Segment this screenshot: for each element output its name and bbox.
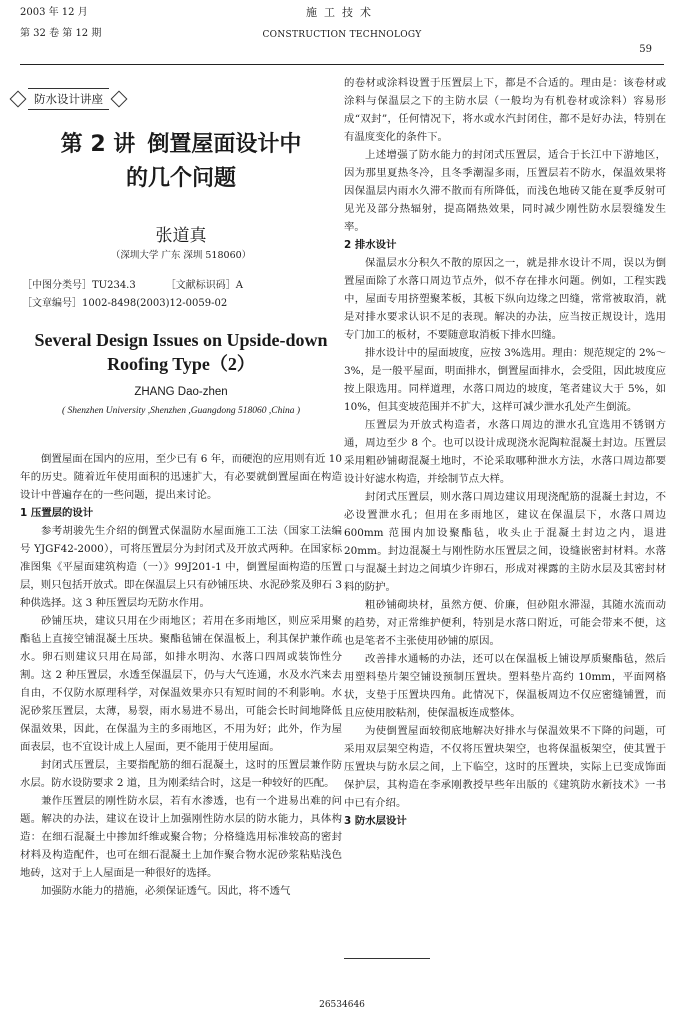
footer-code: 26534646 bbox=[319, 1000, 365, 1010]
section-heading: 1 压置层的设计 bbox=[20, 507, 94, 519]
paragraph: 的卷材或涂料设置于压置层上下，都是不合适的。理由是：该卷材或涂料与保温层之下的主防水层（一般均为有机卷材或涂料）容易形成“双封”，任何情况下，将水或水汽封闭住，都不是好办法，特别在有温度变化的条件下。 bbox=[344, 77, 666, 143]
paragraph: 倒置屋面在国内的应用，至少已有 6 年，而硬泡的应用则有近 10 年的历史。随着近年使用面积的迅速扩大，有必要就倒置屋面在构造设计中普遍存在的一些问题，提出来讨论。 bbox=[20, 453, 342, 501]
paragraph: 兼作压置层的刚性防水层，若有水渗透，也有一个进易出难的问题。解决的办法，建议在设计上加强刚性防水层的防水能力，具体构造：在细石混凝土中掺加纤维或聚合物；分格缝选用标准较高的密封材料及构造配件，也可在细石混凝土上加作聚合物水泥砂浆粘贴浅色地砖，这对于上人屋面是一种很好的选择。 bbox=[20, 795, 342, 879]
header-rule bbox=[20, 64, 664, 65]
paragraph: 加强防水能力的措施，必须保证透气。因此，将不透气 bbox=[41, 885, 291, 897]
affiliation-en: ( Shenzhen University ,Shenzhen ,Guangdong 518060 ,China ) bbox=[62, 406, 300, 416]
title-line-1: 倒置屋面设计中 bbox=[147, 132, 302, 157]
title-en-line-1: Several Design Issues on Upside-down bbox=[34, 330, 328, 350]
journal-title-en: CONSTRUCTION TECHNOLOGY bbox=[262, 30, 422, 40]
header-journal bbox=[0, 6, 684, 42]
article-title-en bbox=[20, 328, 342, 376]
lecture-number: 第 2 讲 bbox=[60, 132, 136, 157]
diamond-right-icon bbox=[111, 91, 128, 108]
doc-code: ［文献标识码］A bbox=[165, 280, 243, 291]
column-badge bbox=[8, 88, 129, 110]
clc-number: ［中图分类号］TU234.3 bbox=[22, 280, 136, 291]
right-column bbox=[344, 74, 666, 830]
section-heading: 2 排水设计 bbox=[344, 239, 397, 251]
article-meta bbox=[22, 277, 273, 313]
affiliation-cn: （深圳大学 广东 深圳 518060） bbox=[110, 250, 252, 261]
paragraph: 参考胡骏先生介绍的倒置式保温防水屋面施工工法（国家工法编号 YJGF42-2000），可将压置层分为封闭式及开放式两种。在国家标准图集《平屋面建筑构造（一）》99J201-1 中，倒置屋面构造的压置层，则只包括开放式。即在保温层上只有砂铺压块、水泥砂浆及卵石 3 种供选择。这 3 种压置层均无防水作用。 bbox=[20, 525, 342, 609]
paragraph: 粗砂铺砌块材，虽然方便、价廉，但砂阻水滞湿，其随水流而动的趋势，对正常维护便利，特别是水落口附近，可能会带来不便，这也是笔者不主张使用砂铺的原因。 bbox=[344, 599, 666, 647]
article-title-cn bbox=[20, 128, 342, 196]
paragraph: 压置层为开放式构造者，水落口周边的泄水孔宜选用不锈钢方通，周边至少 8 个。也可以设计成现浇水泥陶粒混凝土封边。压置层采用粗砂铺砌混凝土地时，不论采取哪种泄水方法，水落口周边都要设计好滤水构造，并绘制节点大样。 bbox=[344, 419, 666, 485]
diamond-left-icon bbox=[10, 91, 27, 108]
paragraph: 上述增强了防水能力的封闭式压置层，适合于长江中下游地区，因为那里夏热冬冷，且冬季潮湿多雨，压置层若不防水，保温效果将因保温层内雨水久滞不散而有所降低，而浅色地砖又能在夏季反射可见光及部分热辐射，提高隔热效果，同时减少刚性防水层裂缝发生率。 bbox=[344, 149, 666, 233]
title-en-line-2: Roofing Type（2） bbox=[107, 354, 255, 374]
paragraph: 封闭式压置层，则水落口周边建议用现浇配筋的混凝土封边，不必设置泄水孔；但用在多雨地区，建议在保温层下，水落口周边 600mm 范围内加设聚酯毡，收头止于混凝土封边之内，退进 20mm。封边混凝土与刚性防水压置层之间，设缝嵌密封材料。水落口与混凝土封边之间填少许卵石，形成对裸露的主防水层及其密封材料的防护。 bbox=[344, 491, 666, 593]
author-cn: 张道真 bbox=[155, 226, 207, 246]
paragraph: 排水设计中的屋面坡度，应按 3%选用。理由：规范规定的 2%～3%，是一般平屋面，明面排水，倒置屋面排水，会受阻，因此坡度应按上限选用。同样道理，水落口周边的坡度，笔者建议大于 5%，如 10%，但其变坡范围并不扩大，这样可减少泄水孔处产生倒流。 bbox=[344, 347, 666, 413]
left-column bbox=[20, 450, 342, 900]
page-number: 59 bbox=[639, 44, 652, 55]
journal-title-cn: 施工技术 bbox=[306, 6, 378, 19]
section-heading: 3 防水层设计 bbox=[344, 815, 407, 827]
column-badge-text: 防水设计讲座 bbox=[28, 88, 109, 110]
issue-date: 2003 年 12 月 bbox=[20, 7, 88, 18]
paragraph: 封闭式压置层，主要指配筋的细石混凝土，这时的压置层兼作防水层。防水设防要求 2 道，且为刚柔结合时，这是一种较好的匹配。 bbox=[20, 759, 342, 789]
paragraph: 砂铺压块，建议只用在少雨地区；若用在多雨地区，则应采用聚酯毡上直接空铺混凝土压块。聚酯毡铺在保温板上，利其保护兼作疏水。卵石则建议只用在局部，如排水明沟、水落口四周或装饰性分割。这 2 种压置层，水透至保温层下，仍与大气连通，水及水汽来去自由，不仅防水原理科学，对保温效果亦只有短时间的不利影响。水泥砂浆压置层，太薄，易裂，雨水易进不易出，可能会长时间地降低保温效果，因此，在保温为主的多雨地区，不用为好；此外，作为屋面表层，也不宜设计成上人屋面，更不能用于使用屋面。 bbox=[20, 615, 342, 753]
author-en: ZHANG Dao-zhen bbox=[134, 386, 228, 398]
article-number: ［文章编号］1002-8498(2003)12-0059-02 bbox=[22, 298, 228, 309]
title-line-2: 的几个问题 bbox=[125, 166, 236, 191]
paragraph: 保温层水分积久不散的原因之一，就是排水设计不周，误以为倒置屋面除了水落口周边节点外，似不存在排水问题。例如，工程实践中，屋面专用挤塑聚苯板，其板下纵向边缘之凹缝，常常被取消，就是对排水要求认识不足的表现。解决的办法，应当按正规设计，选用专门加工的板材，不要随意取消板下排水凹缝。 bbox=[344, 257, 666, 341]
paragraph: 为使倒置屋面较彻底地解决好排水与保温效果不下降的问题，可采用双层架空构造，不仅将压置块架空，也将保温板架空，使其置于压置块与防水层之间，上下临空，这时的压置块，实际上已变成饰面保护层，其构造在李承刚教授早些年出版的《建筑防水新技术》一书中已有介绍。 bbox=[344, 725, 666, 809]
paragraph: 改善排水通畅的办法，还可以在保温板上铺设厚质聚酯毡，然后用塑料垫片架空铺设预制压置块。塑料垫片高约 10mm，平面网格状，支垫于压置块四角。此情况下，保温板周边不仅应密缝铺置，而且应使用胶粘剂，使保温板连成整体。 bbox=[344, 653, 666, 719]
footnote-rule bbox=[344, 958, 430, 959]
volume-issue: 第 32 卷 第 12 期 bbox=[20, 28, 102, 39]
